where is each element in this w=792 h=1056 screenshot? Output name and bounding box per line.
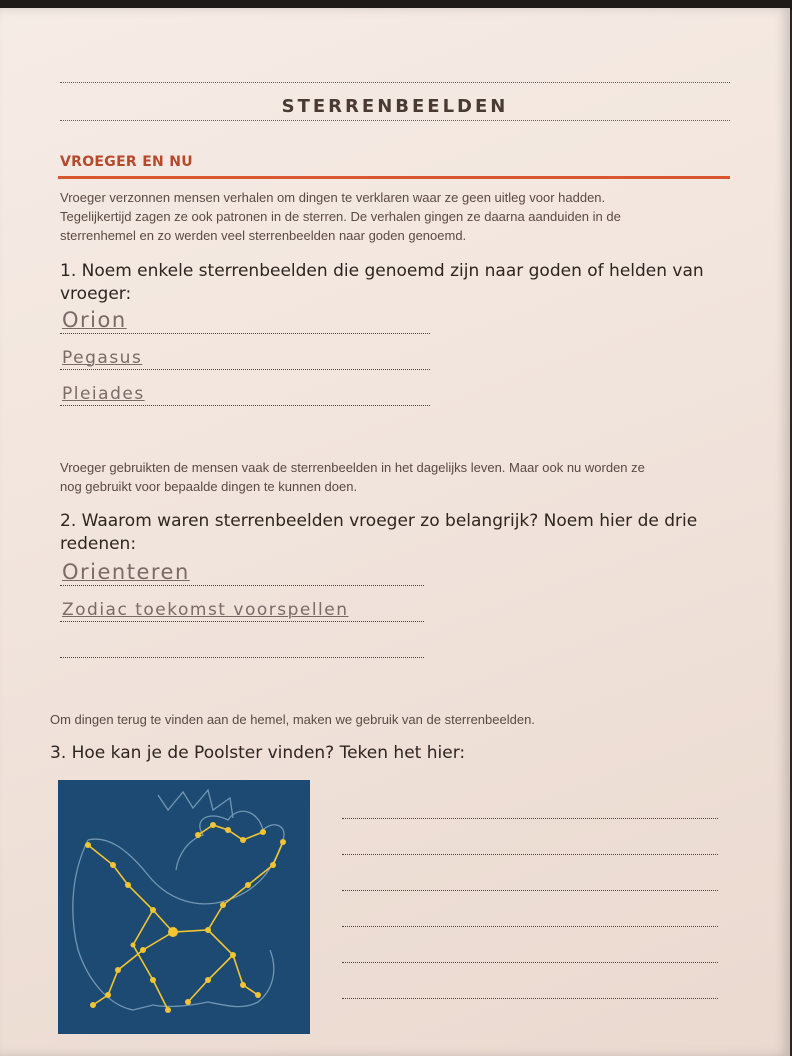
- question-2-line-2: redenen:: [60, 534, 137, 554]
- intro-2-line-1: Vroeger gebruikten de mensen vaak de sterrenbeelden in het dagelijks leven. Maar ook nu worden ze: [60, 460, 645, 475]
- intro-paragraph-1: [60, 188, 730, 245]
- answer-line-1-2[interactable]: [60, 340, 430, 370]
- handwritten-answer: Pegasus: [62, 348, 143, 368]
- star-icon: [131, 943, 136, 948]
- ursa-constellation-image: [58, 780, 310, 1034]
- star-icon: [125, 882, 131, 888]
- intro-paragraph-3: Om dingen terug te vinden aan de hemel, maken we gebruik van de sterrenbeelden.: [50, 712, 535, 727]
- section-heading: VROEGER EN NU: [60, 154, 193, 170]
- page-title: STERRENBEELDEN: [281, 96, 509, 117]
- star-icon: [195, 832, 201, 838]
- question-1: [60, 260, 740, 306]
- handwritten-answer: Orion: [62, 308, 127, 332]
- crown-outline-icon: [158, 790, 233, 818]
- star-icon: [260, 829, 266, 835]
- star-icon: [115, 967, 121, 973]
- star-icon: [140, 947, 146, 953]
- dotted-answer-line: [60, 405, 430, 406]
- constellation-illustration: [58, 780, 310, 1034]
- answer-line-2-1[interactable]: [60, 556, 424, 586]
- drawing-answer-line-2[interactable]: [342, 854, 718, 855]
- title-rule-bottom: [60, 120, 730, 121]
- star-icon: [230, 952, 236, 958]
- question-3: 3. Hoe kan je de Poolster vinden? Teken het hier:: [50, 743, 466, 763]
- drawing-answer-line-4[interactable]: [342, 926, 718, 927]
- intro-1-line-3: sterrenhemel en zo werden veel sterrenbeelden naar goden genoemd.: [60, 228, 467, 243]
- star-icon: [85, 842, 91, 848]
- drawing-answer-line-1[interactable]: [342, 818, 718, 819]
- dotted-answer-line: [60, 657, 424, 658]
- intro-1-line-1: Vroeger verzonnen mensen verhalen om dingen te verklaren waar ze geen uitleg voor hadden.: [60, 190, 606, 205]
- star-icon: [90, 1002, 96, 1008]
- star-icon: [150, 907, 156, 913]
- star-icon: [110, 862, 116, 868]
- star-icon: [185, 999, 191, 1005]
- star-icon: [105, 992, 111, 998]
- dotted-answer-line: [60, 369, 430, 370]
- handwritten-answer: Orienteren: [62, 560, 190, 584]
- intro-2-line-2: nog gebruikt voor bepaalde dingen te kunnen doen.: [60, 479, 358, 494]
- star-icon: [220, 902, 226, 908]
- intro-1-line-2: Tegelijkertijd zagen ze ook patronen in de sterren. De verhalen gingen ze daarna aanduiden in de: [60, 209, 621, 224]
- worksheet-page: [0, 8, 790, 1056]
- star-icon: [270, 862, 276, 868]
- dotted-answer-line: [60, 621, 424, 622]
- drawing-answer-line-3[interactable]: [342, 890, 718, 891]
- answer-line-1-1[interactable]: [60, 304, 430, 334]
- answer-line-2-2[interactable]: [60, 592, 424, 622]
- answer-line-2-3[interactable]: [60, 628, 424, 658]
- star-icon: [205, 927, 211, 933]
- handwritten-answer: Pleiades: [62, 384, 145, 404]
- dotted-answer-line: [60, 585, 424, 586]
- star-icon: [225, 827, 231, 833]
- drawing-answer-line-5[interactable]: [342, 962, 718, 963]
- star-icon: [240, 837, 246, 843]
- constellation-lines: [88, 825, 283, 1010]
- star-icon: [210, 822, 216, 828]
- answer-line-1-3[interactable]: [60, 376, 430, 406]
- question-1-line-2: vroeger:: [60, 284, 132, 304]
- star-icon: [165, 1007, 171, 1013]
- star-icon: [255, 992, 261, 998]
- constellation-stars: [85, 822, 286, 1013]
- question-2: [60, 510, 740, 556]
- intro-paragraph-2: [60, 458, 730, 496]
- title-rule-top: [60, 82, 730, 83]
- question-1-line-1: 1. Noem enkele sterrenbeelden die genoemd zijn naar goden of helden van: [60, 261, 704, 281]
- star-icon: [240, 982, 246, 988]
- drawing-answer-line-6[interactable]: [342, 998, 718, 999]
- bear-outline-icon: [88, 811, 284, 904]
- star-icon: [280, 839, 286, 845]
- star-icon: [205, 977, 211, 983]
- section-rule: [58, 176, 730, 179]
- star-icon: [150, 977, 156, 983]
- star-icon: [245, 882, 251, 888]
- dotted-answer-line: [60, 333, 430, 334]
- star-icon: [168, 927, 178, 937]
- handwritten-answer: Zodiac toekomst voorspellen: [62, 600, 349, 620]
- question-2-line-1: 2. Waarom waren sterrenbeelden vroeger zo belangrijk? Noem hier de drie: [60, 511, 698, 531]
